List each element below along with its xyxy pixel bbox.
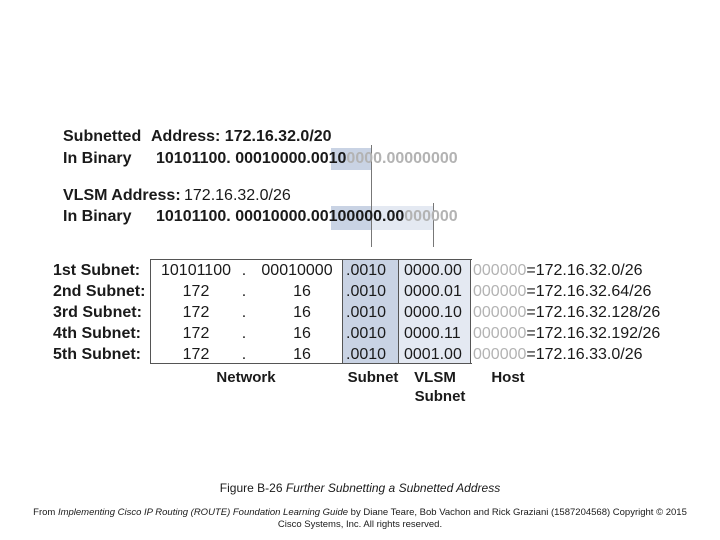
row-label-5: 5th Subnet: bbox=[53, 346, 141, 363]
row5-octet1: 172 bbox=[182, 346, 210, 363]
row3-octet1: 172 bbox=[182, 304, 210, 321]
col-label-vlsm: VLSM bbox=[414, 369, 456, 386]
row5-host bbox=[473, 346, 643, 364]
row3-dot: . bbox=[241, 304, 247, 321]
in-binary-label-1: In Binary bbox=[63, 150, 132, 167]
source-copyright-line: Cisco Systems, Inc. All rights reserved. bbox=[277, 519, 443, 530]
binary1-host: 0000.00000000 bbox=[346, 150, 458, 167]
col-label-vlsm-subnet: Subnet bbox=[414, 388, 466, 405]
row2-octet2: 16 bbox=[293, 283, 311, 300]
row-label-2: 2nd Subnet: bbox=[53, 283, 146, 300]
row1-host bbox=[473, 262, 643, 280]
binary2-host: 000000 bbox=[404, 208, 458, 225]
binary1-network: 10101100. 00010000. bbox=[156, 150, 311, 167]
row1-octet1: 10101100 bbox=[161, 262, 231, 279]
row5-host-bits: 000000 bbox=[473, 346, 527, 363]
row3-octet2: 16 bbox=[293, 304, 311, 321]
row2-host bbox=[473, 283, 651, 301]
row4-dot: . bbox=[241, 325, 247, 342]
row-label-1: 1st Subnet: bbox=[53, 262, 141, 279]
in-binary-label-2: In Binary bbox=[63, 208, 132, 225]
row3-subnet: .0010 bbox=[346, 304, 387, 321]
source-citation bbox=[0, 507, 720, 531]
table-left-border bbox=[150, 259, 151, 364]
col-label-subnet: Subnet bbox=[347, 369, 399, 386]
row1-result: =172.16.32.0/26 bbox=[526, 262, 643, 279]
row2-subnet: .0010 bbox=[346, 283, 387, 300]
row4-host bbox=[473, 325, 660, 343]
col-label-host: Host bbox=[491, 369, 525, 386]
source-rest: by Diane Teare, Bob Vachon and Rick Graziani (1587204568) Copyright © 2015 bbox=[348, 507, 687, 518]
binary2-subnet: 0010 bbox=[310, 208, 347, 225]
row-label-4: 4th Subnet: bbox=[53, 325, 141, 342]
row3-vlsm: 0000.10 bbox=[404, 304, 462, 321]
row4-octet2: 16 bbox=[293, 325, 311, 342]
row4-result: =172.16.32.192/26 bbox=[526, 325, 661, 342]
row2-host-bits: 000000 bbox=[473, 283, 527, 300]
row5-vlsm: 0001.00 bbox=[404, 346, 462, 363]
row5-result: =172.16.33.0/26 bbox=[526, 346, 643, 363]
figure-title: Further Subnetting a Subnetted Address bbox=[282, 481, 501, 495]
vlsm-address-label: VLSM Address: bbox=[63, 187, 181, 204]
subnetted-label: Subnetted bbox=[63, 128, 142, 145]
row1-dot: . bbox=[241, 262, 247, 279]
binary2-vlsm: 0000.00 bbox=[346, 208, 405, 225]
row2-octet1: 172 bbox=[182, 283, 210, 300]
figure-number: Figure B-26 bbox=[219, 481, 283, 495]
row3-result: =172.16.32.128/26 bbox=[526, 304, 661, 321]
row1-vlsm: 0000.00 bbox=[404, 262, 462, 279]
source-book-title: Implementing Cisco IP Routing (ROUTE) Foundation Learning Guide bbox=[57, 507, 349, 518]
row3-host-bits: 000000 bbox=[473, 304, 527, 321]
row4-subnet: .0010 bbox=[346, 325, 387, 342]
col-label-network: Network bbox=[216, 369, 276, 386]
subnetted-address: Address: 172.16.32.0/20 bbox=[151, 128, 332, 145]
table-top-border bbox=[150, 259, 472, 260]
row1-host-bits: 000000 bbox=[473, 262, 527, 279]
row5-octet2: 16 bbox=[293, 346, 311, 363]
row4-vlsm: 0000.11 bbox=[404, 325, 461, 342]
row-label-3: 3rd Subnet: bbox=[53, 304, 142, 321]
row5-subnet: .0010 bbox=[346, 346, 387, 363]
row1-subnet: .0010 bbox=[346, 262, 387, 279]
row4-octet1: 172 bbox=[182, 325, 210, 342]
binary1-subnet: 0010 bbox=[310, 150, 347, 167]
row1-octet2: 00010000 bbox=[261, 262, 333, 279]
row2-vlsm: 0000.01 bbox=[404, 283, 462, 300]
table-divider-vlsm bbox=[398, 259, 399, 364]
row2-dot: . bbox=[241, 283, 247, 300]
row3-host bbox=[473, 304, 660, 322]
binary2-network: 10101100. 00010000. bbox=[156, 208, 311, 225]
row4-host-bits: 000000 bbox=[473, 325, 527, 342]
binary1-line bbox=[156, 150, 458, 168]
vlsm-address-value: 172.16.32.0/26 bbox=[184, 187, 291, 204]
binary2-line bbox=[156, 208, 458, 226]
figure-caption bbox=[0, 481, 720, 495]
row5-dot: . bbox=[241, 346, 247, 363]
table-divider-host bbox=[470, 259, 471, 364]
row2-result: =172.16.32.64/26 bbox=[526, 283, 652, 300]
source-prefix: From bbox=[33, 507, 58, 518]
